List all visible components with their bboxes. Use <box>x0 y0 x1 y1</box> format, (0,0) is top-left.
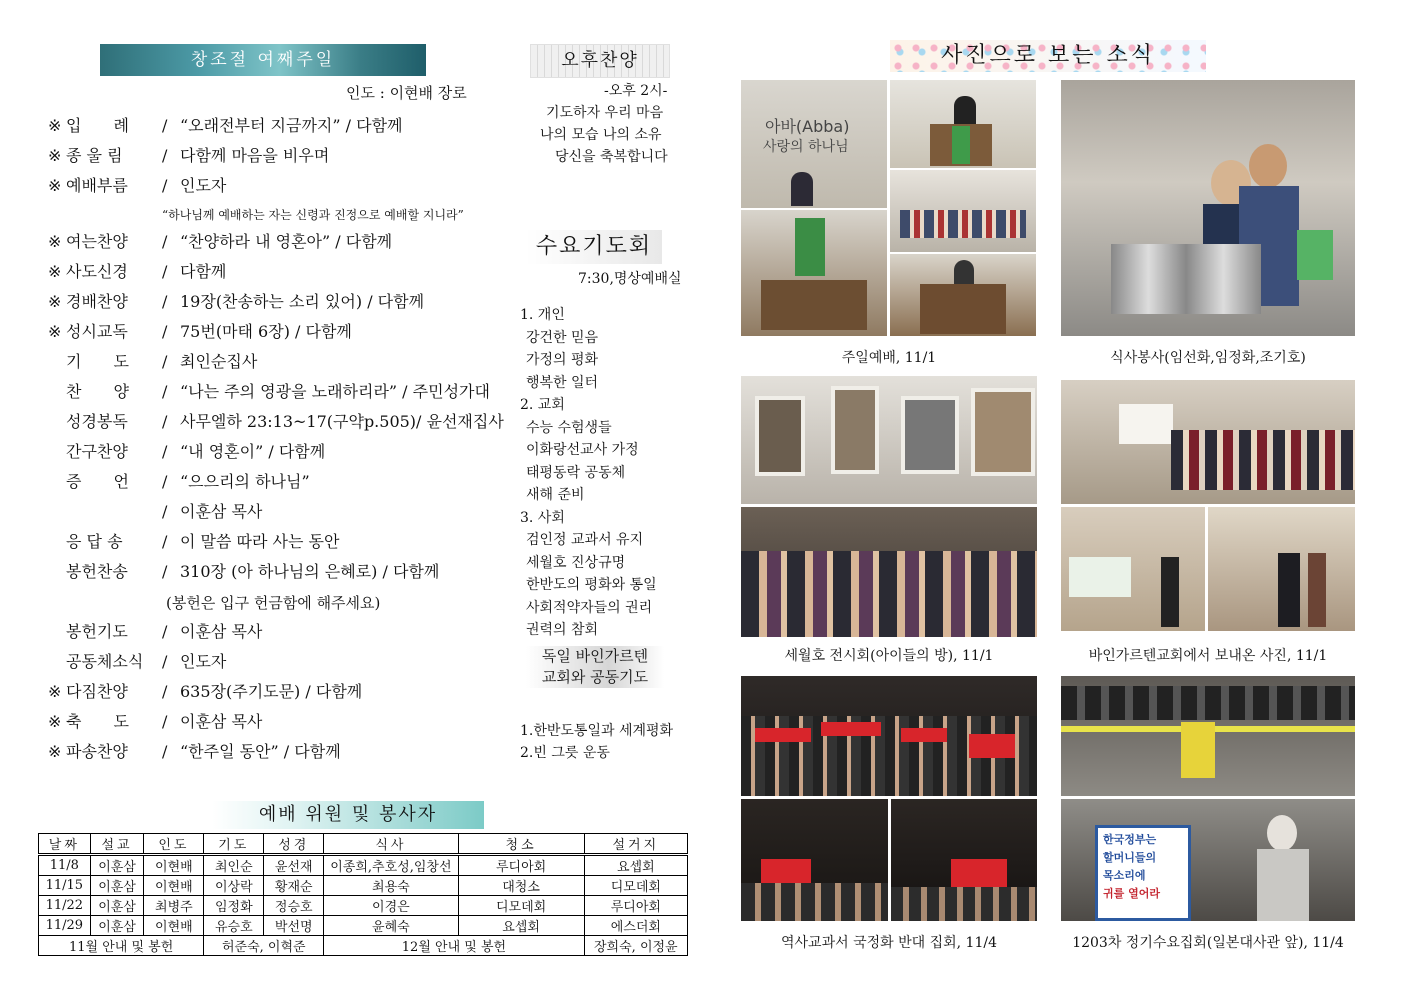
photo-rally-3 <box>891 799 1037 921</box>
order-item-label: 응 답 송 <box>66 532 123 551</box>
order-item <box>48 437 518 467</box>
staff-table-header <box>39 834 688 855</box>
prayer-item: 새해 준비 <box>526 487 585 503</box>
table-cell: 윤혜숙 <box>324 916 458 936</box>
order-item <box>48 677 518 707</box>
col-meal: 식사 <box>324 834 458 855</box>
prayer-item: 가정의 평화 <box>526 352 599 368</box>
order-item-label: 증 언 <box>66 472 129 491</box>
afternoon-line-2: 나의 모습 나의 소유 <box>540 127 662 143</box>
table-cell: 루디아회 <box>584 896 687 916</box>
order-separator: / <box>162 382 168 401</box>
required-mark: ※ <box>48 232 62 251</box>
photo-worship-preacher <box>890 80 1036 168</box>
table-cell: 11/22 <box>39 896 91 916</box>
worship-title: 창조절 여째주일 <box>190 50 336 70</box>
table-cell: 디모데회 <box>584 876 687 896</box>
order-item <box>48 617 518 647</box>
order-item-label: 간구찬양 <box>66 442 128 461</box>
order-item <box>48 377 518 407</box>
order-item-label: 다짐찬양 <box>66 682 128 701</box>
photo-sewol-group <box>741 507 1037 637</box>
germany-banner <box>526 646 664 688</box>
germany-item-1: 1.한반도통일과 세계평화 <box>520 723 674 739</box>
order-item-content: 이훈삼 목사 <box>180 502 263 521</box>
order-item-content: “오래전부터 지금까지” / 다함께 <box>180 116 403 135</box>
prayer-item: 세월호 진상규명 <box>526 554 626 571</box>
order-item-content: 19장(찬송하는 소리 있어) / 다함께 <box>180 292 425 311</box>
required-mark: ※ <box>48 176 62 195</box>
required-mark: ※ <box>48 742 62 761</box>
staff-title: 예배 위원 및 봉사자 <box>258 804 438 825</box>
photo-wednesday-demo-2 <box>1061 799 1355 921</box>
order-separator: / <box>162 262 168 281</box>
order-item <box>48 527 518 557</box>
table-cell: 임정화 <box>204 896 264 916</box>
required-mark: ※ <box>48 262 62 281</box>
caption-wednesday-demo: 1203차 정기수요집회(일본대사관 앞), 11/4 <box>1072 935 1344 951</box>
order-separator: / <box>162 176 168 195</box>
order-item-label: 종 울 림 <box>66 146 123 165</box>
required-mark: ※ <box>48 292 62 311</box>
wednesday-prayer-banner <box>526 230 662 264</box>
afternoon-hymn-title: 오후찬양 <box>561 50 639 71</box>
photo-weingarten-3 <box>1208 507 1355 631</box>
order-item <box>48 497 518 527</box>
order-item-content: 다함께 <box>180 262 227 281</box>
order-separator: / <box>162 502 168 521</box>
worship-leader: 인도 : 이현배 장로 <box>346 84 467 102</box>
sign-line-3: 목소리에 <box>1103 869 1146 882</box>
order-separator: / <box>162 652 168 671</box>
afternoon-time: -오후 2시- <box>604 83 668 99</box>
table-cell: 이훈삼 <box>90 916 144 936</box>
col-prayer: 기도 <box>204 834 264 855</box>
order-item-content: 최인순집사 <box>180 352 258 371</box>
table-cell: 에스더회 <box>584 916 687 936</box>
order-item-label: 성경봉독 <box>66 412 128 431</box>
afternoon-line-1: 기도하자 우리 마음 <box>546 105 664 121</box>
order-item-content: 인도자 <box>180 176 227 195</box>
required-mark: ※ <box>48 146 62 165</box>
afternoon-line-3: 당신을 축복합니다 <box>555 149 668 165</box>
prayer-item: 검인정 교과서 유지 <box>526 532 644 548</box>
table-cell: 이현배 <box>144 916 204 936</box>
order-item <box>48 347 518 377</box>
photo-rally-1 <box>741 676 1037 796</box>
caption-meal-service: 식사봉사(임선화,임정화,조기호) <box>1110 350 1306 366</box>
table-cell: 이종희,추호성,임창선 <box>324 855 458 876</box>
photo-rally-2 <box>741 799 888 921</box>
table-cell: 요셉회 <box>458 916 584 936</box>
photo-sewol-room <box>741 376 1037 504</box>
table-cell: 윤선재 <box>264 855 324 876</box>
table-cell: 11/8 <box>39 855 91 876</box>
order-item-content: “찬양하라 내 영혼아” / 다함께 <box>180 232 393 251</box>
worship-title-banner <box>100 44 426 76</box>
order-item-content: 75번(마태 6장) / 다함께 <box>180 322 352 341</box>
col-scripture: 성경 <box>264 834 324 855</box>
table-cell: 요셉회 <box>584 855 687 876</box>
required-mark: ※ <box>48 116 62 135</box>
order-separator: / <box>162 412 168 431</box>
order-item <box>48 257 518 287</box>
col-cleaning: 청소 <box>458 834 584 855</box>
order-item-content: 635장(주기도문) / 다함께 <box>180 682 363 701</box>
prayer-category: 2. 교회 <box>520 397 565 413</box>
col-sermon: 설교 <box>90 834 144 855</box>
prayer-item: 한반도의 평화와 통일 <box>526 577 657 593</box>
staff-table-footer <box>39 936 688 956</box>
photo-weingarten-2 <box>1061 507 1205 631</box>
table-row <box>39 876 688 896</box>
table-cell: 최용숙 <box>324 876 458 896</box>
order-item <box>48 111 518 141</box>
abba-text-2: 사랑의 하나님 <box>763 139 849 155</box>
order-item-label: 예배부름 <box>66 176 128 195</box>
photo-worship-stage <box>741 210 887 336</box>
col-date: 날짜 <box>39 834 91 855</box>
order-item-content: “내 영혼이” / 다함께 <box>180 442 326 461</box>
order-item <box>48 141 518 171</box>
order-separator: / <box>162 292 168 311</box>
order-item <box>48 407 518 437</box>
order-item <box>48 737 518 767</box>
col-dishes: 설거지 <box>584 834 687 855</box>
sign-line-2: 할머니들의 <box>1103 851 1157 864</box>
order-item-content: 이훈삼 목사 <box>180 712 263 731</box>
prayer-item: 수능 수험생들 <box>526 419 612 436</box>
order-separator: / <box>162 532 168 551</box>
order-separator: / <box>162 472 168 491</box>
order-item <box>48 287 518 317</box>
prayer-category: 3. 사회 <box>520 509 565 526</box>
photo-weingarten-1 <box>1061 380 1355 504</box>
table-cell: 최인순 <box>204 855 264 876</box>
order-item-content: “한주일 동안” / 다함께 <box>180 742 341 761</box>
caption-weingarten: 바인가르텐교회에서 보내온 사진, 11/1 <box>1088 648 1328 664</box>
prayer-item: 강건한 믿음 <box>526 329 599 346</box>
table-cell: 이훈삼 <box>90 896 144 916</box>
order-item-label: 찬 양 <box>66 382 129 401</box>
order-separator: / <box>162 146 168 165</box>
order-item-content: 310장 (아 하나님의 은혜로) / 다함께 <box>180 562 440 581</box>
order-separator: / <box>162 562 168 581</box>
wednesday-time: 7:30,명상예배실 <box>578 271 682 287</box>
order-item-label: 성시교독 <box>66 322 128 341</box>
table-cell: 황재순 <box>264 876 324 896</box>
table-row <box>39 916 688 936</box>
table-cell: 대청소 <box>458 876 584 896</box>
photo-meal-service <box>1061 80 1355 336</box>
order-item-content: 이훈삼 목사 <box>180 622 263 641</box>
order-separator: / <box>162 682 168 701</box>
order-item <box>48 707 518 737</box>
abba-text-1: 아바(Abba) <box>765 117 850 136</box>
order-item-label: 봉헌기도 <box>66 622 128 641</box>
order-item-label: 축 도 <box>66 712 129 731</box>
prayer-item: 권력의 참회 <box>526 622 599 638</box>
table-row <box>39 896 688 916</box>
table-cell: 정승호 <box>264 896 324 916</box>
required-mark: ※ <box>48 712 62 731</box>
staff-table <box>38 833 688 956</box>
dec-guide-label: 12월 안내 및 봉헌 <box>324 936 584 956</box>
order-item-label: 경배찬양 <box>66 292 128 311</box>
table-cell: 유승호 <box>204 916 264 936</box>
prayer-category: 1. 개인 <box>520 307 565 323</box>
table-cell: 이경은 <box>324 896 458 916</box>
caption-textbook-rally: 역사교과서 국정화 반대 집회, 11/4 <box>781 935 997 951</box>
order-separator: / <box>162 116 168 135</box>
prayer-item: 태평동락 공동체 <box>526 464 626 481</box>
nov-guide-label: 11월 안내 및 봉헌 <box>39 936 204 956</box>
order-item-label: 입 례 <box>66 116 129 135</box>
sign-line-1: 한국정부는 <box>1103 833 1157 846</box>
order-item-content: 인도자 <box>180 652 227 671</box>
order-item-label: 봉헌찬송 <box>66 562 128 581</box>
order-item-label: 파송찬양 <box>66 742 128 761</box>
table-cell: 이훈삼 <box>90 855 144 876</box>
table-cell: 이현배 <box>144 876 204 896</box>
order-item-label: 기 도 <box>66 352 129 371</box>
order-item <box>48 317 518 347</box>
table-cell: 11/15 <box>39 876 91 896</box>
photo-wednesday-demo-1 <box>1061 676 1355 796</box>
offering-note: (봉헌은 입구 헌금함에 해주세요) <box>166 594 381 612</box>
order-separator: / <box>162 742 168 761</box>
staff-title-banner <box>212 801 484 829</box>
table-cell: 이상락 <box>204 876 264 896</box>
order-item-content: 다함께 마음을 비우며 <box>180 146 330 165</box>
dec-guide-names: 장희숙, 이정윤 <box>584 936 687 956</box>
order-separator: / <box>162 712 168 731</box>
order-item <box>48 171 518 201</box>
table-cell: 이현배 <box>144 855 204 876</box>
prayer-item: 이화랑선교사 가정 <box>526 442 639 458</box>
order-item-label: 사도신경 <box>66 262 128 281</box>
order-separator: / <box>162 352 168 371</box>
table-row <box>39 855 688 876</box>
caption-sewol-exhibition: 세월호 전시회(아이들의 방), 11/1 <box>784 648 994 664</box>
germany-title-1: 독일 바인가르텐 <box>541 647 649 665</box>
germany-item-2: 2.빈 그릇 운동 <box>520 745 610 761</box>
table-cell: 11/29 <box>39 916 91 936</box>
order-item-label: 공동체소식 <box>66 652 144 671</box>
photo-news-title: 사진으로 보는 소식 <box>940 43 1155 68</box>
sign-line-4: 귀를 열어라 <box>1103 887 1160 900</box>
order-item-content: “나는 주의 영광을 노래하리라” / 주민성가대 <box>180 382 490 401</box>
order-item <box>48 557 518 587</box>
required-mark: ※ <box>48 322 62 341</box>
photo-worship-abba <box>741 80 887 208</box>
nov-guide-names: 허준숙, 이혁준 <box>204 936 324 956</box>
table-cell: 루디아회 <box>458 855 584 876</box>
order-item-content: 이 말씀 따라 사는 동안 <box>180 532 340 551</box>
table-cell: 최병주 <box>144 896 204 916</box>
caption-sunday-worship: 주일예배, 11/1 <box>841 350 937 366</box>
table-cell: 박선명 <box>264 916 324 936</box>
prayer-item: 사회적약자들의 권리 <box>526 599 653 616</box>
required-mark: ※ <box>48 682 62 701</box>
order-item <box>48 467 518 497</box>
photo-news-banner <box>890 40 1206 72</box>
wednesday-prayer-title: 수요기도회 <box>535 234 653 259</box>
order-item-content: “으으리의 하나님” <box>180 472 310 491</box>
prayer-item: 행복한 일터 <box>526 374 599 391</box>
order-separator: / <box>162 232 168 251</box>
table-cell: 이훈삼 <box>90 876 144 896</box>
germany-title-2: 교회와 공동기도 <box>541 668 649 686</box>
order-separator: / <box>162 622 168 641</box>
order-separator: / <box>162 322 168 341</box>
photo-worship-pulpit <box>890 254 1036 336</box>
order-item-content: 사무엘하 23:13~17(구약p.505)/ 윤선재집사 <box>180 412 504 431</box>
call-to-worship-note: “하나님께 예배하는 자는 신령과 진정으로 예배할 지니라” <box>162 208 464 222</box>
order-item <box>48 647 518 677</box>
afternoon-hymn-banner <box>530 44 670 78</box>
table-cell: 디모데회 <box>458 896 584 916</box>
photo-worship-choir <box>890 170 1036 252</box>
order-item <box>48 227 518 257</box>
col-leader: 인도 <box>144 834 204 855</box>
order-separator: / <box>162 442 168 461</box>
order-item-label: 여는찬양 <box>66 232 128 251</box>
